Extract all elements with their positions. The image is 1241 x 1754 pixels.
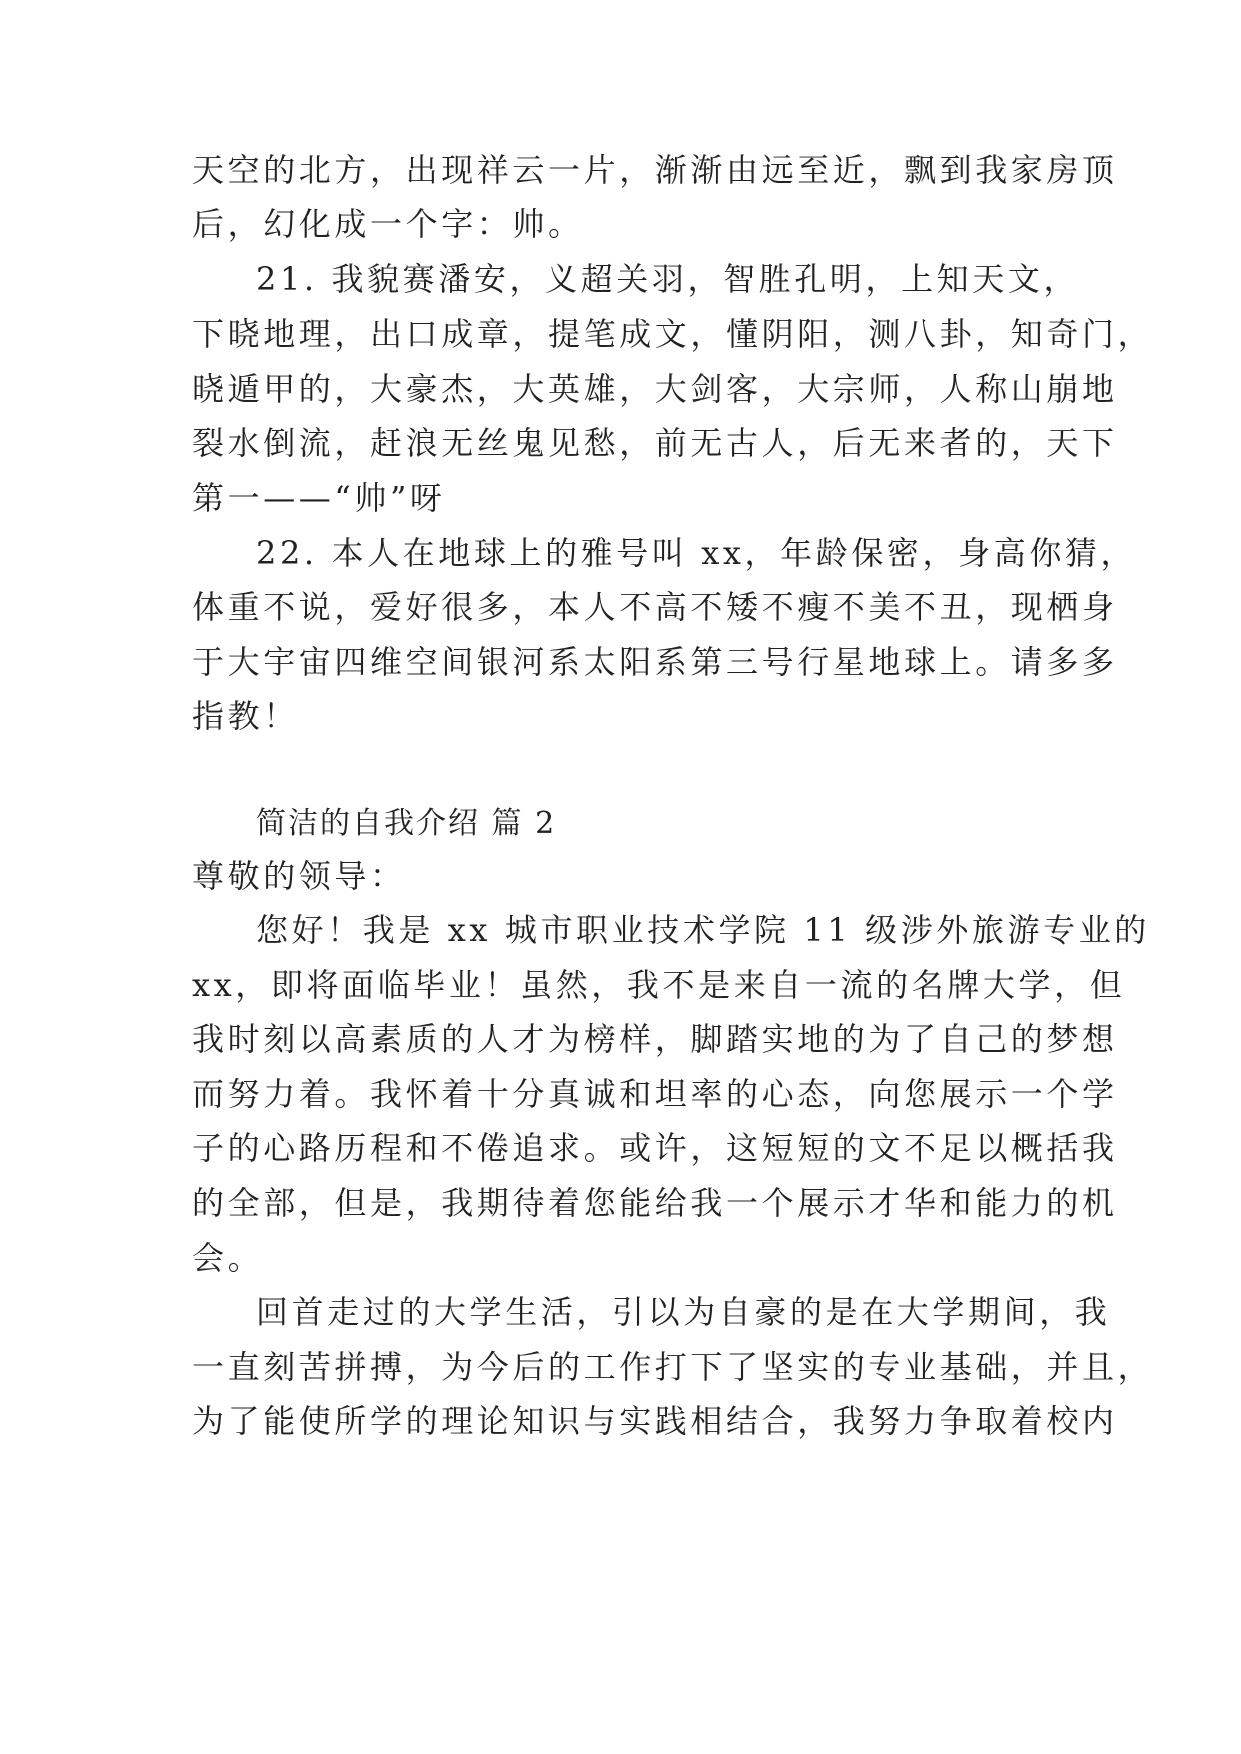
text-line: 裂水倒流，赶浪无丝鬼见愁，前无古人，后无来者的，天下 — [192, 424, 1118, 462]
text-line: 后，幻化成一个字：帅。 — [192, 205, 584, 243]
paragraph-start: 您好！我是 xx 城市职业技术学院 11 级涉外旅游专业的 — [256, 911, 1150, 949]
text-line: 的全部，但是，我期待着您能给我一个展示才华和能力的机 — [192, 1184, 1118, 1222]
text-line: 而努力着。我怀着十分真诚和坦率的心态，向您展示一个学 — [192, 1075, 1118, 1113]
text-line: 体重不说，爱好很多，本人不高不矮不瘦不美不丑，现栖身 — [192, 588, 1118, 626]
list-item-21: 21. 我貌赛潘安，义超关羽，智胜孔明，上知天文， — [256, 260, 1080, 298]
text-line: 子的心路历程和不倦追求。或许，这短短的文不足以概括我 — [192, 1129, 1118, 1167]
text-line: 晓遁甲的，大豪杰，大英雄，大剑客，大宗师，人称山崩地 — [192, 370, 1118, 408]
text-line: 第一——“帅”呀 — [192, 479, 446, 517]
text-line: xx，即将面临毕业！虽然，我不是来自一流的名牌大学，但 — [192, 966, 1126, 1004]
list-item-22: 22. 本人在地球上的雅号叫 xx，年龄保密，身高你猜， — [256, 534, 1137, 572]
text-line: 我时刻以高素质的人才为榜样，脚踏实地的为了自己的梦想 — [192, 1020, 1118, 1058]
section-heading: 简洁的自我介绍 篇 2 — [256, 806, 557, 841]
salutation: 尊敬的领导： — [192, 857, 406, 895]
text-line: 会。 — [192, 1239, 264, 1277]
text-line: 一直刻苦拼搏，为今后的工作打下了坚实的专业基础，并且， — [192, 1348, 1154, 1386]
paragraph-start: 回首走过的大学生活，引以为自豪的是在大学期间，我 — [256, 1293, 1111, 1331]
text-line: 于大宇宙四维空间银河系太阳系第三号行星地球上。请多多 — [192, 643, 1118, 681]
text-line: 指教！ — [192, 697, 299, 735]
text-line: 下晓地理，出口成章，提笔成文，懂阴阳，测八卦，知奇门， — [192, 315, 1154, 353]
text-line: 为了能使所学的理论知识与实践相结合，我努力争取着校内 — [192, 1402, 1118, 1440]
text-line: 天空的北方，出现祥云一片，渐渐由远至近，飘到我家房顶 — [192, 151, 1118, 189]
